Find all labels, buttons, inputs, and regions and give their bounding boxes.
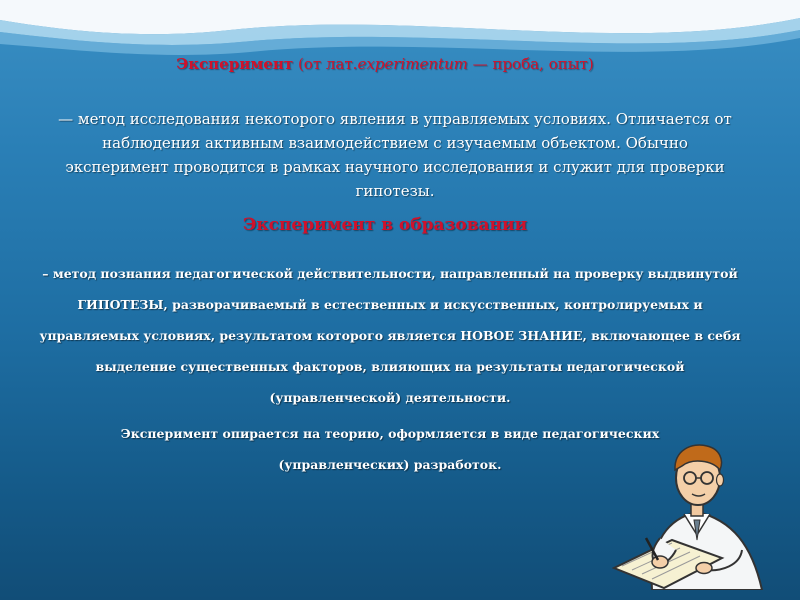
education-definition-paragraph: – метод познания педагогической действительности, направленный на проверку выдвинутой ГИПОТЕЗЫ, разворачиваемый в естественных и искусственных, контролируемых и управляемых условиях, результатом которого является НОВОЕ ЗНАНИЕ, включающее в себя выделение существенных факторов, влияющих на результаты педагогической (управленческой) деятельности. — [39, 266, 741, 405]
definition-paragraph: — метод исследования некоторого явления в управляемых условиях. Отличается от наблюдения активным взаимодействием с изучаемым объектом. Обычно эксперимент проводится в рамках научного исследования и служит для проверки гипотезы. — [58, 110, 732, 200]
conclusion-paragraph: Эксперимент опирается на теорию, оформляется в виде педагогических (управленческих) разработок. — [120, 426, 660, 472]
heading-etymology-prefix: (от лат. — [293, 55, 358, 73]
heading-etymology-suffix: — проба, опыт) — [467, 55, 594, 73]
heading — [60, 55, 710, 73]
heading-latin-word: experimentum — [357, 55, 468, 73]
scientist-writing-icon — [612, 440, 782, 590]
subheading: Эксперимент в образовании — [242, 215, 528, 235]
heading-term: Эксперимент — [176, 55, 294, 73]
